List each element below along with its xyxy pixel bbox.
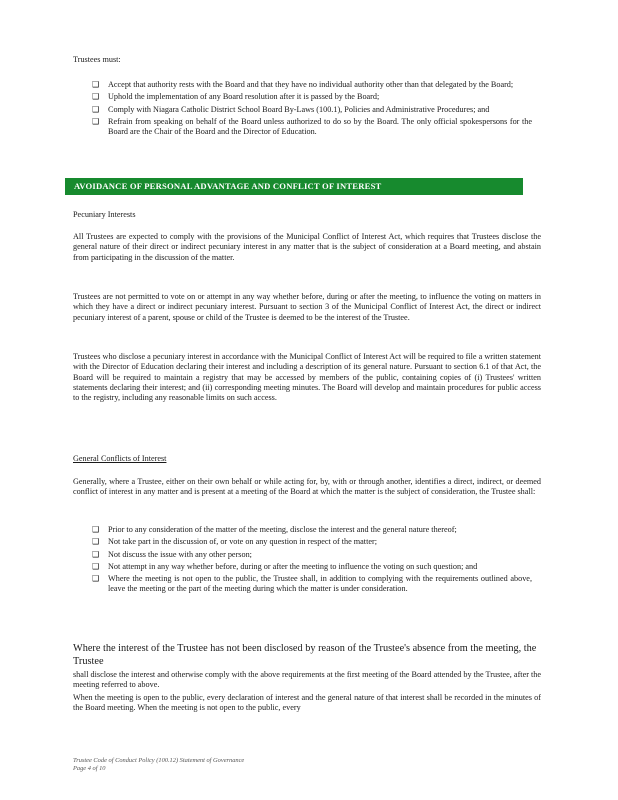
list-item: ❑ Not attempt in any way whether before, during or after the meeting to influence the voting on such question; and (92, 561, 478, 571)
paragraph-absence: shall disclose the interest and otherwise comply with the above requirements at the first meeting of the Board attended by the Trustee, after the meeting referred to above. (73, 670, 541, 690)
checkbox-bullet-icon: ❑ (92, 116, 100, 126)
list-item: ❑ Uphold the implementation of any Board resolution after it is passed by the Board; (92, 92, 380, 102)
list-item: ❑ Not take part in the discussion of, or vote on any question in respect of the matter; (92, 537, 377, 547)
paragraph-general: Generally, where a Trustee, either on their own behalf or while acting for, by, with or through another, identifies a direct, indirect, or deemed conflict of interest in any matter and is present at a meeting of the Board at which the matter is the subject of consideration, the Trustee shall: (73, 477, 541, 497)
paragraph-compliance: All Trustees are expected to comply with the provisions of the Municipal Conflict of Interest Act, which requires that Trustees disclose the general nature of their direct or indirect pecuniary interest in any matter that is the subject of consideration at a Board meeting, and abstain from participating in the discussion of the matter. (73, 232, 541, 262)
general-conflicts-heading: General Conflicts of Interest (73, 454, 167, 463)
list-item: ❑ Refrain from speaking on behalf of the Board unless authorized to do so by the Board. The only official spokespersons for the Board are the Chair of the Board and the Director of Education. (92, 116, 532, 137)
lead-text: Trustees must: (73, 55, 121, 64)
list-item: ❑ Prior to any consideration of the matter of the meeting, disclose the interest and the general nature thereof; (92, 525, 457, 534)
footer-document-title: Trustee Code of Conduct Policy (100.12) Statement of Governance (73, 757, 245, 764)
paragraph-open-meeting: When the meeting is open to the public, every declaration of interest and the general nature of that interest shall be recorded in the minutes of the Board meeting. When the meeting is not open to the public, every (73, 693, 541, 713)
paragraph-voting: Trustees are not permitted to vote on or attempt in any way whether before, during or after the meeting, to influence the voting on matters in which they have a direct or indirect pecuniary interest. Pursuant to section 3 of the Municipal Conflict of Interest Act, the direct or indirect pecuniary interest of a parent, spouse or child of the Trustee is deemed to be the interest of the Trustee. (73, 292, 541, 322)
paragraph-absence-emphasis: Where the interest of the Trustee has not been disclosed by reason of the Trustee's absence from the meeting, the Trustee (73, 643, 537, 667)
checkbox-bullet-icon: ❑ (92, 80, 100, 89)
section-banner: AVOIDANCE OF PERSONAL ADVANTAGE AND CONFLICT OF INTEREST (65, 178, 523, 195)
list-item: ❑ Accept that authority rests with the Board and that they have no individual authority other than that delegated by the Board; (92, 80, 514, 89)
checkbox-bullet-icon: ❑ (92, 549, 100, 559)
checkbox-bullet-icon: ❑ (92, 104, 100, 114)
paragraph-disclosure: Trustees who disclose a pecuniary interest in accordance with the Municipal Conflict of Interest Act will be required to file a written statement with the Director of Education declaring their interest and including a description of its general nature. Pursuant to section 6.1 of that Act, the Board will be required to maintain a registry that may be accessed by members of the public, containing copies of (i) Trustees' written statements declaring their interest; and (ii) corresponding meeting minutes. The Board will develop and maintain procedures for public access to the registry, including any reasonable limits on such access. (73, 352, 541, 403)
checkbox-bullet-icon: ❑ (92, 92, 100, 102)
list-item: ❑ Comply with Niagara Catholic District School Board By-Laws (100.1), Policies and Administrative Procedures; and (92, 104, 490, 114)
checkbox-bullet-icon: ❑ (92, 561, 100, 571)
checkbox-bullet-icon: ❑ (92, 537, 100, 547)
page-footer (73, 757, 244, 774)
trustee-obligations-list (92, 525, 532, 597)
checkbox-bullet-icon: ❑ (92, 525, 100, 534)
trustee-duties-list (92, 80, 532, 139)
pecuniary-heading: Pecuniary Interests (73, 210, 136, 219)
footer-page-number: Page 4 of 10 (73, 765, 106, 773)
checkbox-bullet-icon: ❑ (92, 574, 100, 584)
list-item: ❑ Not discuss the issue with any other person; (92, 549, 252, 559)
list-item: ❑ Where the meeting is not open to the public, the Trustee shall, in addition to complying with the requirements outlined above, leave the meeting or the part of the meeting during which the matter is under consideration. (92, 574, 532, 594)
